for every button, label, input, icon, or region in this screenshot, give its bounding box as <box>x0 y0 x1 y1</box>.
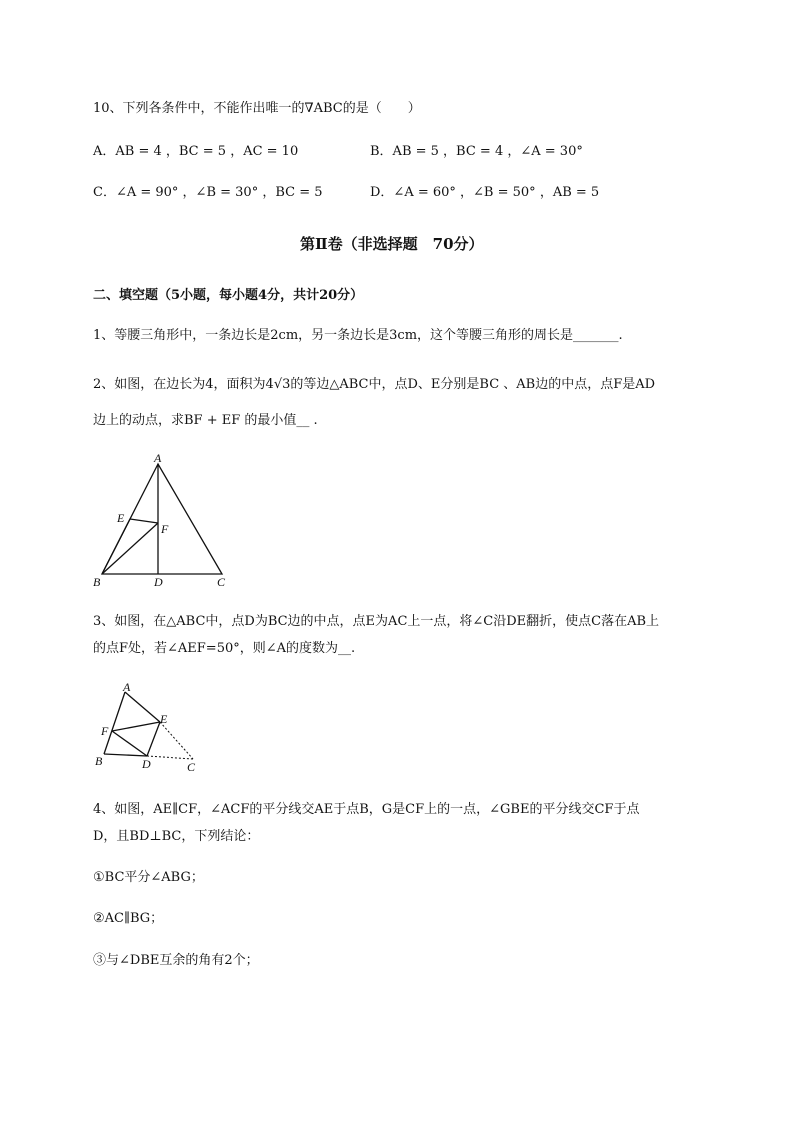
label-a: A <box>123 680 131 694</box>
fill-question-4-line-1: 4、如图，AE∥CF，∠ACF的平分线交AE于点B，G是CF上的一点，∠GBE的平分线交CF于点 <box>93 802 640 817</box>
label-b: B <box>93 575 101 589</box>
conclusion-2: ②AC∥BG； <box>93 911 164 926</box>
section-2-title: 二、填空题（5小题，每小题4分，共计20分） <box>93 288 364 303</box>
figure-equilateral-triangle <box>90 452 240 592</box>
conclusion-3: ③与∠DBE互余的角有2个； <box>93 953 259 968</box>
label-f: F <box>161 522 169 536</box>
label-c: C <box>187 760 196 774</box>
label-d: D <box>142 757 151 771</box>
label-d: D <box>154 575 163 589</box>
fill-question-3-line-1: 3、如图，在△ABC中，点D为BC边的中点，点E为AC上一点，将∠C沿DE翻折，使点C落在AB上 <box>93 614 660 629</box>
question-10-option-a: A．AB = 4 ，BC = 5 ，AC = 10 <box>93 144 299 159</box>
segment-de <box>147 722 160 756</box>
segment-fe <box>112 722 160 731</box>
segment-bd <box>104 754 147 756</box>
segment-ae <box>125 692 160 722</box>
fill-question-1: 1、等腰三角形中，一条边长是2cm，另一条边长是3cm，这个等腰三角形的周长是_______. <box>93 328 623 343</box>
fill-question-2-line-2: 边上的动点，求BF + EF 的最小值__ . <box>93 413 318 428</box>
question-10-option-d: D．∠A = 60° ，∠B = 50° ，AB = 5 <box>370 185 600 200</box>
label-c: C <box>217 575 226 589</box>
label-e: E <box>117 511 125 525</box>
segment-bf <box>102 523 158 574</box>
fill-question-3-line-2: 的点F处，若∠AEF=50°，则∠A的度数为__. <box>93 641 356 656</box>
label-e: E <box>160 712 168 726</box>
segment-be <box>102 519 130 574</box>
figure-fold-triangle <box>92 682 212 777</box>
label-a: A <box>154 451 162 465</box>
question-10-option-c: C．∠A = 90° ，∠B = 30° ，BC = 5 <box>93 185 323 200</box>
dashed-dc <box>147 756 193 759</box>
question-10-stem: 10、下列各条件中，不能作出唯一的∇ABC的是（ ） <box>93 101 421 116</box>
question-10-option-b: B．AB = 5 ，BC = 4 ，∠A = 30° <box>370 144 583 159</box>
segment-ef <box>130 519 158 523</box>
fill-question-4-line-2: D，且BD⊥BC，下列结论： <box>93 829 260 844</box>
label-f: F <box>101 724 109 738</box>
conclusion-1: ①BC平分∠ABG； <box>93 870 204 885</box>
segment-fd <box>112 731 147 756</box>
label-b: B <box>95 754 103 768</box>
dashed-ec <box>160 722 193 759</box>
segment-ab <box>104 692 125 754</box>
part-2-title: 第Ⅱ卷（非选择题 70分） <box>300 235 484 253</box>
fill-question-2-line-1: 2、如图，在边长为4，面积为4√3的等边△ABC中，点D、E分别是BC 、AB边的中点，点F是AD <box>93 377 656 392</box>
